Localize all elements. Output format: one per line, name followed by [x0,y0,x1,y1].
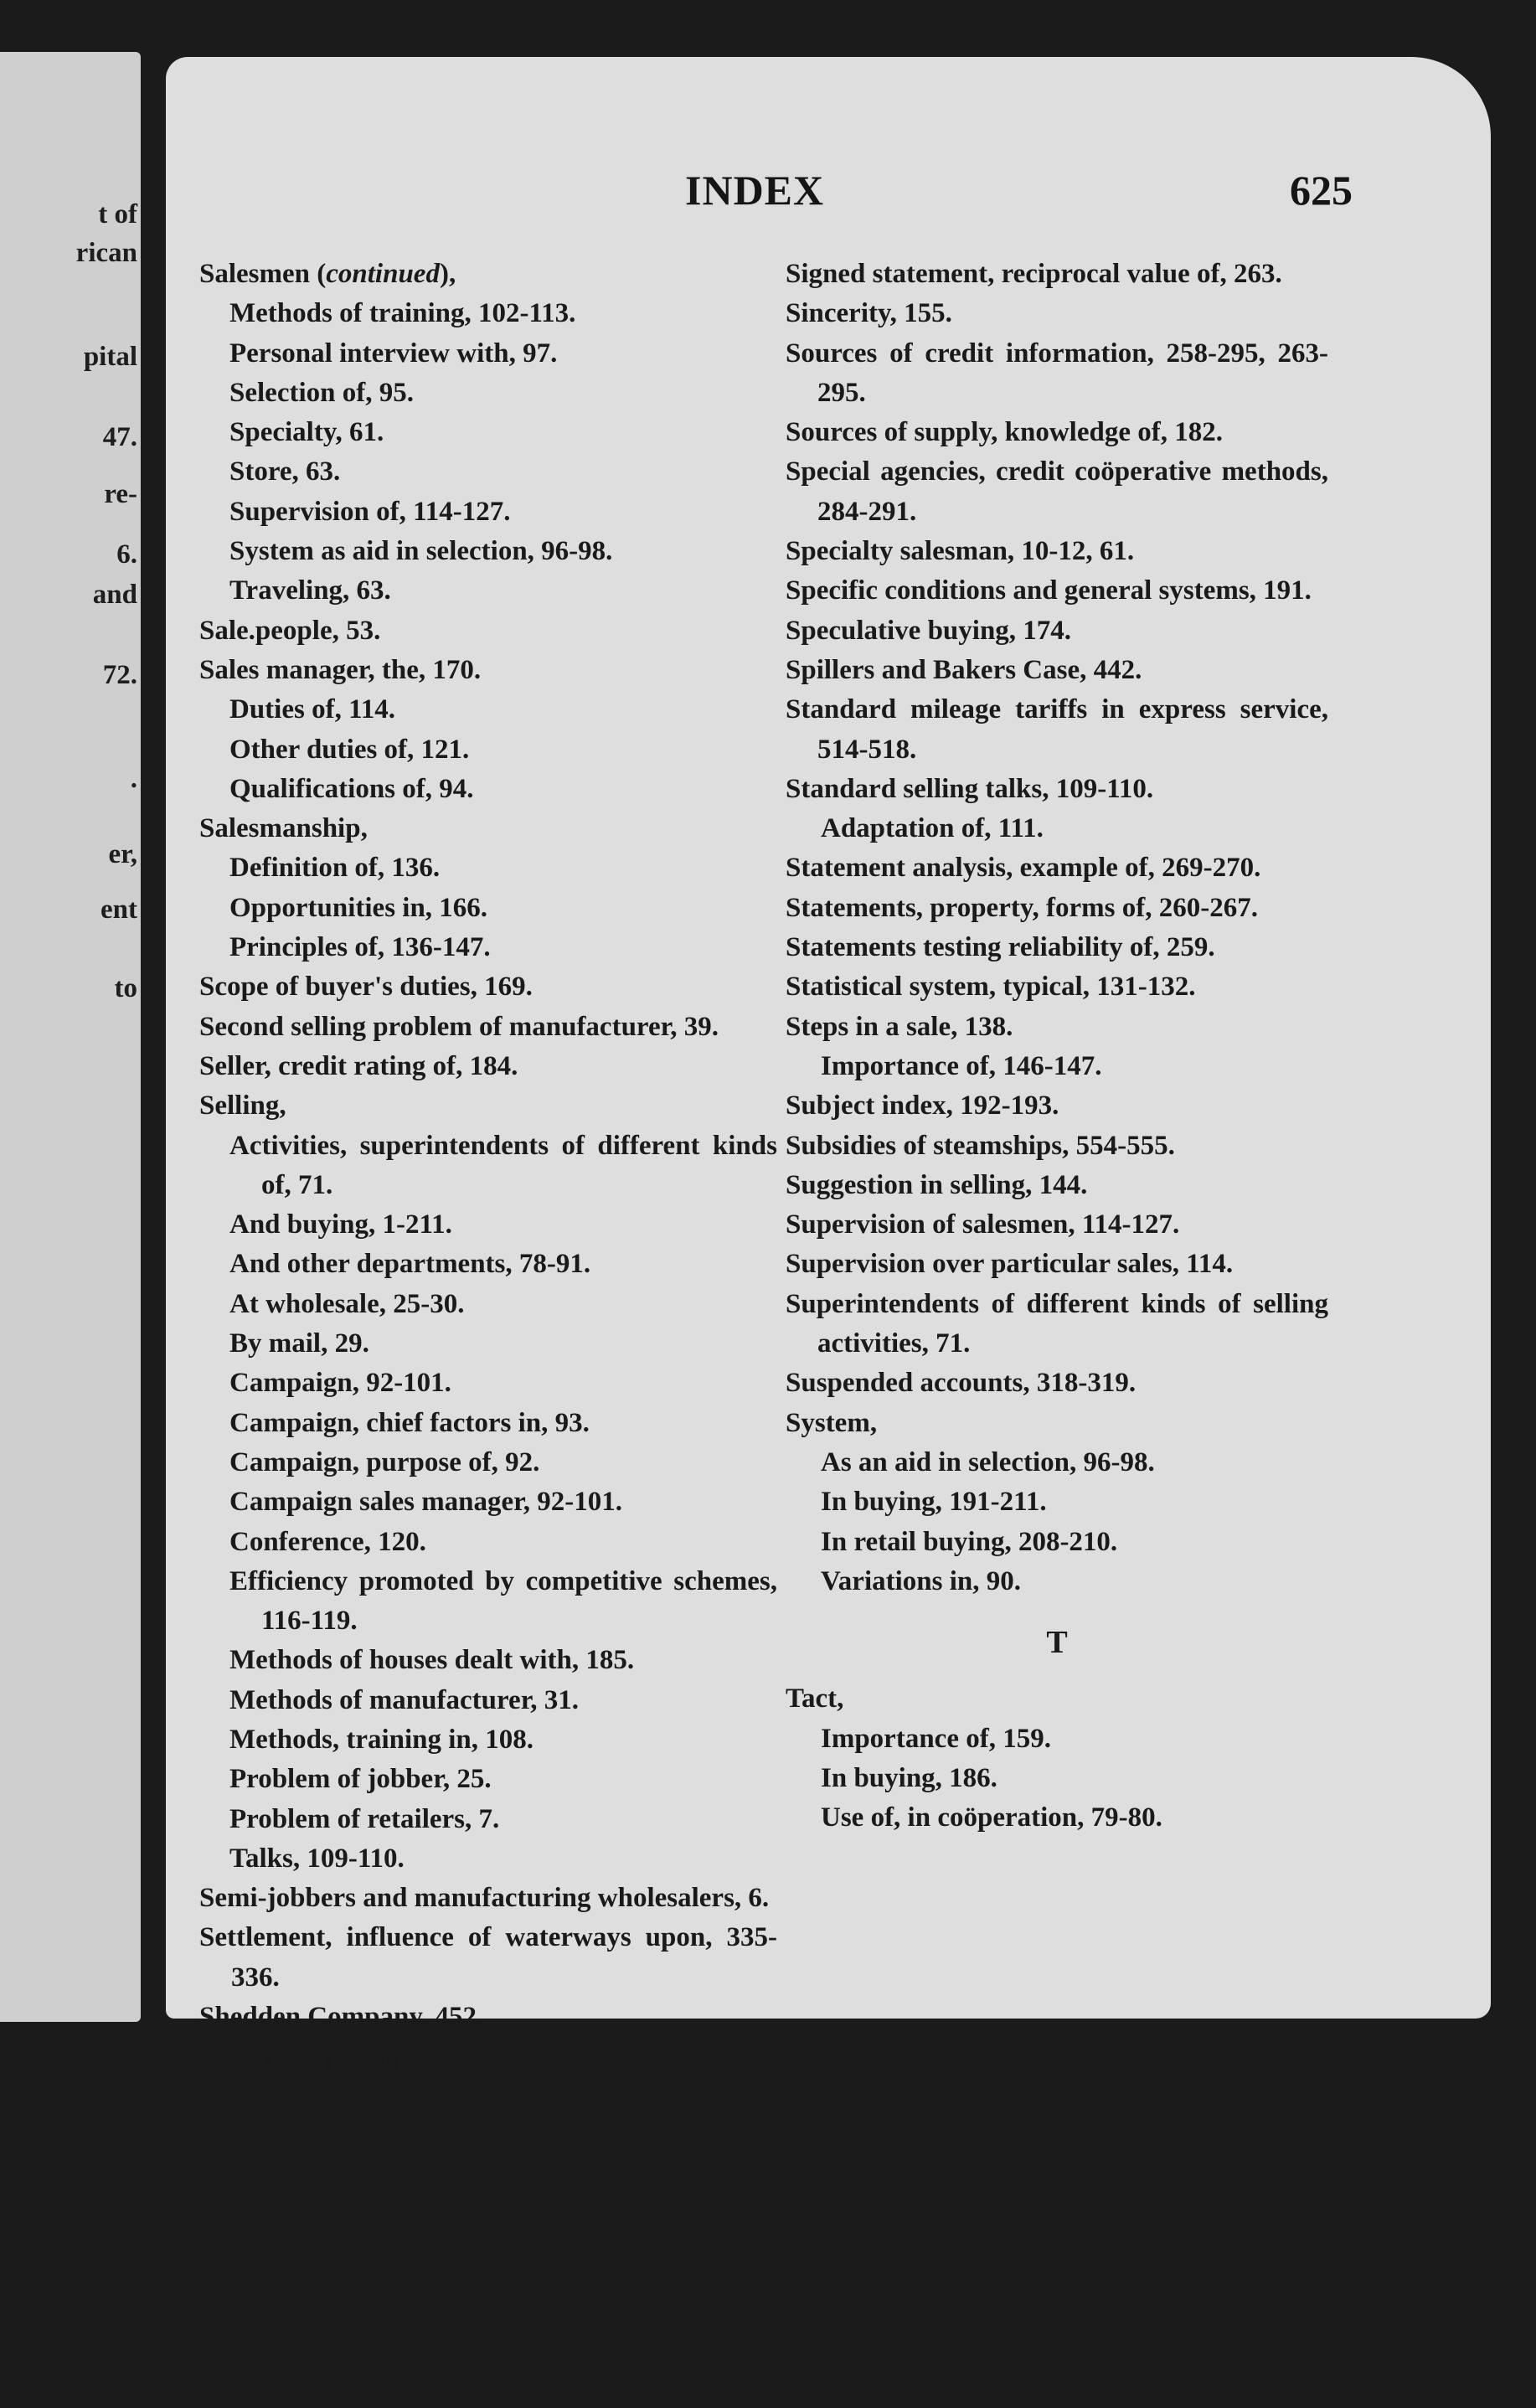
index-entry: Subject index, 192-193. [786,1091,1059,1121]
index-subentry: Selection of, 95. [229,377,414,408]
index-entry: Supervision of salesmen, 114-127. [786,1209,1180,1240]
facing-page-text: 6. [116,539,137,570]
index-entry: Sales manager, the, 170. [199,654,482,685]
page-number: 625 [1290,167,1353,214]
index-entry: System, [786,1407,878,1438]
facing-page-text: and [92,580,137,610]
index-entry: Signed statement, reciprocal value of, 263. [786,259,1282,289]
index-entry: Settlement, influence of waterways upon, 335-336. [199,1922,777,1993]
running-head [166,166,1491,216]
facing-page-fragment [0,52,141,2022]
index-subentry: In retail buying, 208-210. [821,1526,1118,1557]
index-subentry: Use of, in coöperation, 79-80. [821,1802,1162,1833]
facing-page-text: rican [75,238,137,268]
facing-page-text: to [114,973,137,1003]
index-entry: Standard selling talks, 109-110. [786,773,1154,804]
index-entry: Selling, [199,1091,286,1121]
index-subentry: Campaign sales manager, 92-101. [229,1487,623,1518]
index-subentry: Campaign, chief factors in, 93. [229,1407,590,1438]
index-entry: Sources of supply, knowledge of, 182. [786,417,1223,448]
index-entry: Specialty salesman, 10-12, 61. [786,536,1135,567]
index-entry: Special agencies, credit coöperative methods, 284-291. [786,456,1328,527]
index-entry: Tact, [786,1684,844,1714]
index-subentry: Methods of houses dealt with, 185. [229,1645,635,1676]
index-subentry: As an aid in selection, 96-98. [821,1446,1155,1477]
index-entry: Superintendents of different kinds of selling activities, 71. [786,1288,1328,1359]
facing-page-text: pital [83,342,137,372]
index-subentry: At wholesale, 25-30. [229,1288,465,1319]
index-entry: Second selling problem of manufacturer, 39. [199,1011,719,1042]
index-subentry: Qualifications of, 94. [229,773,474,804]
index-entry: Salesmen (continued), [199,259,456,289]
facing-page-text: 72. [102,660,137,690]
index-subentry: Importance of, 159. [821,1723,1051,1754]
facing-page-text: re- [104,479,137,509]
index-entry: Scope of buyer's duties, 169. [199,972,533,1003]
index-subentry: By mail, 29. [229,1328,369,1359]
index-entry: Sources of credit information, 258-295, 263-295. [786,338,1328,408]
index-column-right [786,255,1328,1838]
index-entry: Sincerity, 155. [786,298,952,329]
index-subentry: In buying, 186. [821,1762,997,1793]
index-subentry: Methods, training in, 108. [229,1724,534,1755]
index-subentry: Other duties of, 121. [229,734,470,765]
index-subentry: Definition of, 136. [229,853,441,884]
index-entry: Shedden Company, 452. [199,2002,484,2033]
index-entry: Speculative buying, 174. [786,615,1072,646]
index-entry: Specific conditions and general systems, 191. [786,575,1312,606]
page-title: INDEX [685,167,825,214]
index-entry: Sale.people, 53. [199,615,381,646]
index-entry: Suspended accounts, 318-319. [786,1368,1137,1399]
index-entry: Suggestion in selling, 144. [786,1169,1088,1200]
index-page [166,57,1491,2079]
index-subentry: Duties of, 114. [229,694,395,725]
index-subentry: Campaign, purpose of, 92. [229,1446,540,1477]
section-letter-heading: T [1046,1625,1068,1661]
index-entry: Salesmanship, [199,813,368,844]
index-subentry: In buying, 191-211. [821,1487,1047,1518]
index-entry: Standard mileage tariffs in express service, 514-518. [786,694,1328,765]
index-entry: Subsidies of steamships, 554-555. [786,1130,1175,1161]
index-subentry: Problem of retailers, 7. [229,1803,500,1834]
index-subentry: Methods of manufacturer, 31. [229,1684,580,1715]
index-column-left [199,255,777,2084]
index-entry: Statements, property, forms of, 260-267. [786,892,1258,923]
index-entry: Seller, credit rating of, 184. [199,1050,518,1081]
index-subentry: Adaptation of, 111. [821,813,1044,844]
facing-page-text: 47. [102,422,137,452]
facing-page-text: ent [101,895,137,925]
index-subentry: Campaign, 92-101. [229,1368,451,1399]
index-subentry: Opportunities in, 166. [229,892,488,923]
index-entry: Semi-jobbers and manufacturing wholesalers, 6. [199,1883,770,1914]
index-subentry: Supervision of, 114-127. [229,496,511,527]
index-subentry: And buying, 1-211. [229,1209,452,1240]
index-entry: Statement analysis, example of, 269-270. [786,853,1261,884]
index-subentry: Specialty, 61. [229,417,384,448]
index-subentry: System as aid in selection, 96-98. [229,536,613,567]
index-subentry: Principles of, 136-147. [229,932,491,963]
index-entry: Spillers and Bakers Case, 442. [786,654,1142,685]
index-subentry: And other departments, 78-91. [229,1249,591,1280]
index-subentry: Importance of, 146-147. [821,1050,1102,1081]
index-subentry: Personal interview with, 97. [229,338,558,369]
index-subentry: Methods of training, 102-113. [229,298,576,329]
index-entry: Statistical system, typical, 131-132. [786,972,1196,1003]
index-entry: Steps in a sale, 138. [786,1011,1013,1042]
index-subentry: Talks, 109-110. [229,1843,405,1874]
index-subentry: Efficiency promoted by competitive schemes, 116-119. [229,1565,777,1637]
index-subentry: Problem of jobber, 25. [229,1764,492,1795]
signature-mark: C—III—40 [265,2048,400,2079]
index-subentry: Store, 63. [229,456,341,487]
facing-page-text: er, [108,839,137,869]
facing-page-text: t of [98,199,137,229]
index-subentry: Conference, 120. [229,1526,426,1557]
index-entry: Statements testing reliability of, 259. [786,932,1215,963]
index-subentry: Variations in, 90. [821,1565,1021,1596]
index-entry: Supervision over particular sales, 114. [786,1249,1234,1280]
index-subentry: Traveling, 63. [229,575,391,606]
index-subentry: Activities, superintendents of different kinds of, 71. [229,1130,777,1200]
facing-page-text: . [130,764,137,794]
